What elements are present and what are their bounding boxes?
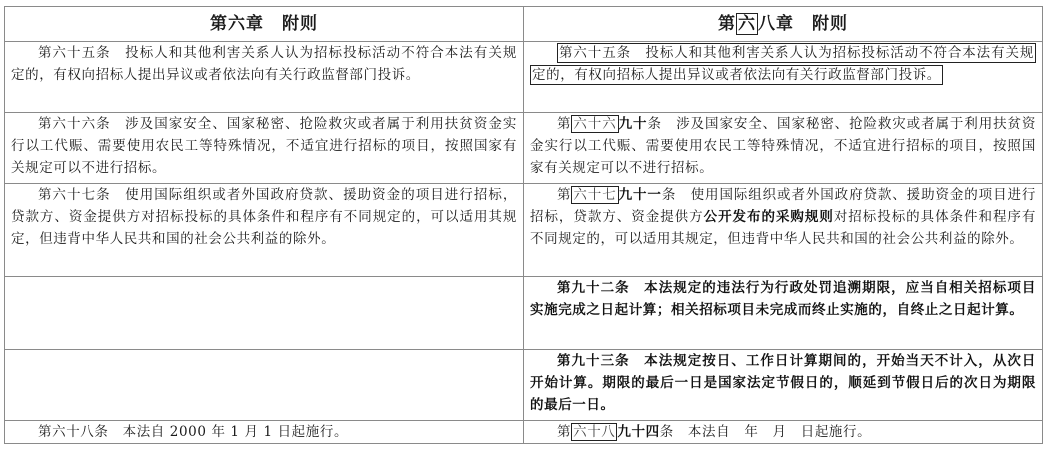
left-header: [5, 7, 524, 42]
right-chapter-title: [718, 13, 848, 35]
article-91-body-b: 对招标投标的具体条件和程序有不同规定的，可以适用其规定，但违背中华人民共和国的社会公共利益的除外。: [530, 209, 1037, 247]
article-68-old: 第六十八条 本法自 2000 年 1 月 1 日起施行。: [38, 424, 349, 440]
article-prefix: 第: [557, 116, 572, 132]
added-article-number: 九十四: [617, 424, 660, 440]
table-row: [5, 42, 1043, 113]
deleted-chapter-number: 六: [738, 14, 756, 34]
right-cell-67: [524, 184, 1043, 277]
deleted-article-number: 六十八: [573, 424, 616, 440]
added-article-number: 九十一: [618, 187, 662, 203]
left-chapter-title: 第六章 附则: [210, 14, 318, 34]
left-cell-empty: [5, 277, 524, 350]
article-94-new: [530, 421, 1036, 443]
article-65-new: [530, 42, 1036, 86]
article-prefix: 第: [557, 424, 572, 440]
article-91-body-a: 条 使用国际组织或者外国政府贷款、援助资金的项目进行招标，贷款方、资金提供方: [530, 187, 1036, 225]
article-67-old: 第六十七条 使用国际组织或者外国政府贷款、援助资金的项目进行招标，贷款方、资金提供方对招标投标的具体条件和程序有不同规定的，可以适用其规定，但违背中华人民共和国的社会公共利益的除外。: [11, 187, 517, 247]
right-header: [524, 7, 1043, 42]
added-article-number: 九十: [618, 116, 648, 132]
added-phrase: 公开发布的采购规则: [703, 209, 834, 225]
table-row: [5, 421, 1043, 444]
left-cell-66: [5, 113, 524, 184]
table-row: [5, 113, 1043, 184]
table-row: [5, 277, 1043, 350]
header-row: [5, 7, 1043, 42]
right-title-prefix: 第: [718, 14, 736, 34]
article-66-old: 第六十六条 涉及国家安全、国家秘密、抢险救灾或者属于利用扶贫资金实行以工代赈、需要使用农民工等特殊情况，不适宜进行招标的项目，按照国家有关规定可以不进行招标。: [11, 116, 517, 176]
article-prefix: 第: [557, 187, 572, 203]
article-92-new: 第九十二条 本法规定的违法行为行政处罚追溯期限，应当自相关招标项目实施完成之日起计算；相关招标项目未完成而终止实施的，自终止之日起计算。: [530, 280, 1036, 318]
table-row: [5, 350, 1043, 421]
comparison-table: [4, 6, 1043, 444]
table-row: [5, 184, 1043, 277]
article-65-old: 第六十五条 投标人和其他利害关系人认为招标投标活动不符合本法有关规定的，有权向招标人提出异议或者依法向有关行政监督部门投诉。: [11, 45, 517, 83]
left-cell-67: [5, 184, 524, 277]
right-title-suffix: 八章 附则: [758, 14, 848, 34]
left-cell-68: [5, 421, 524, 444]
right-cell-66: [524, 113, 1043, 184]
article-65-deleted-text: 第六十五条 投标人和其他利害关系人认为招标投标活动不符合本法有关规定的，有权向招标人提出异议或者依法向有关行政监督部门投诉。: [532, 45, 1034, 83]
left-cell-65: [5, 42, 524, 113]
right-cell-65: [524, 42, 1043, 113]
article-90-body: 条 涉及国家安全、国家秘密、抢险救灾或者属于利用扶贫资金实行以工代赈、需要使用农民工等特殊情况，不适宜进行招标的项目，按照国家有关规定可以不进行招标。: [530, 116, 1036, 176]
left-cell-empty: [5, 350, 524, 421]
article-90-new: [530, 113, 1036, 179]
right-cell-93: [524, 350, 1043, 421]
deleted-article-number: 六十七: [573, 187, 617, 203]
right-cell-92: [524, 277, 1043, 350]
right-cell-68: [524, 421, 1043, 444]
article-94-body: 条 本法自 年 月 日起施行。: [659, 424, 872, 440]
article-93-new: 第九十三条 本法规定按日、工作日计算期间的，开始当天不计入，从次日开始计算。期限的最后一日是国家法定节假日的，顺延到节假日后的次日为期限的最后一日。: [530, 353, 1036, 413]
article-91-new: [530, 184, 1036, 250]
deleted-article-number: 六十六: [573, 116, 617, 132]
